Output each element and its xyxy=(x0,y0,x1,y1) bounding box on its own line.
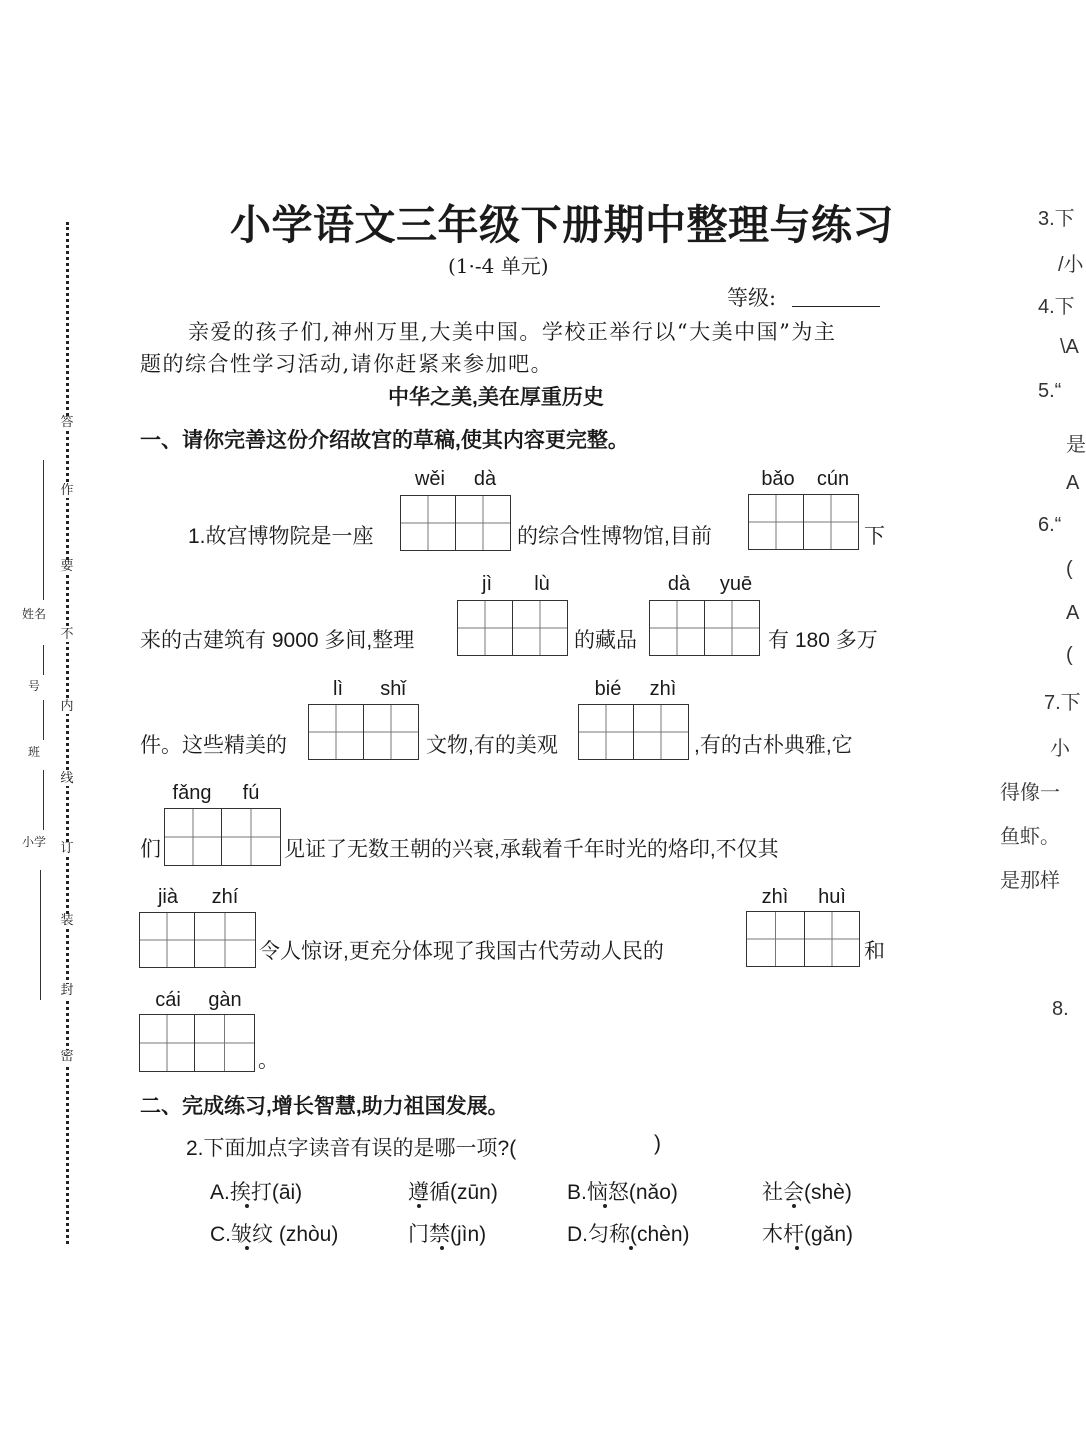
pinyin-gan: gàn xyxy=(208,989,242,1011)
q1-text-3a: 件。这些精美的 xyxy=(140,734,287,757)
part1-heading: 一、请你完善这份介绍故宫的草稿,使其内容更完整。 xyxy=(140,429,629,452)
q1-text-1b: 下 xyxy=(864,525,885,548)
grade-label: 等级: xyxy=(727,286,777,310)
fragment-line: A xyxy=(1066,472,1080,494)
pinyin-zhi2: zhí xyxy=(211,886,239,908)
q1-text-5b: 和 xyxy=(864,940,885,963)
fragment-line: 4.下 xyxy=(1038,296,1075,318)
pinyin-cun: cún xyxy=(816,468,850,490)
fragment-line: 7.下 xyxy=(1044,692,1081,714)
tianzige-jiazhi[interactable] xyxy=(139,912,254,968)
binding-word: 装 xyxy=(55,914,79,928)
binding-word: 作 xyxy=(55,484,79,498)
emphasis-dot xyxy=(417,1204,421,1208)
fragment-line: 是那样 xyxy=(1000,870,1060,892)
q1-text-4b: 见证了无数王朝的兴衰,承载着千年时光的烙印,不仅其 xyxy=(284,838,779,861)
part2-heading: 二、完成练习,增长智慧,助力祖国发展。 xyxy=(140,1095,509,1118)
tianzige-caigan[interactable] xyxy=(139,1014,253,1072)
binding-word: 密 xyxy=(55,1050,79,1064)
writing-cell[interactable] xyxy=(649,600,705,656)
q2-text: 2.下面加点字读音有误的是哪一项?( xyxy=(186,1137,517,1160)
writing-cell[interactable] xyxy=(221,808,281,866)
pinyin-jia: jià xyxy=(157,886,178,908)
number-blank-line xyxy=(43,645,44,675)
pinyin-da: dà xyxy=(473,468,497,490)
q1-text-3b: 文物,有的美观 xyxy=(426,734,558,757)
q1-text-2c: 有 180 多万 xyxy=(768,629,878,652)
binding-word: 答 xyxy=(55,416,79,430)
fragment-line: 6.“ xyxy=(1038,514,1062,536)
writing-cell[interactable] xyxy=(803,494,859,550)
binding-dotted-line xyxy=(66,222,69,1244)
q2-close: ) xyxy=(654,1132,661,1155)
option-a-2: 遵循(zūn) xyxy=(408,1181,498,1204)
class-label: 班 xyxy=(27,745,40,759)
emphasis-dot xyxy=(245,1204,249,1208)
next-page-fragment xyxy=(990,180,1086,1060)
q1-text-lead: 1.故宫博物院是一座 xyxy=(188,525,374,548)
binding-word: 封 xyxy=(55,984,79,998)
intro-line-2: 题的综合性学习活动,请你赶紧来参加吧。 xyxy=(140,352,554,376)
pinyin-shi: shǐ xyxy=(380,678,406,700)
option-b-2: 社会(shè) xyxy=(762,1181,852,1204)
writing-cell[interactable] xyxy=(139,912,195,968)
fragment-line: 是 xyxy=(1066,434,1086,456)
pinyin-yue: yuē xyxy=(719,573,753,595)
fragment-line: 8. xyxy=(1052,998,1069,1020)
writing-cell[interactable] xyxy=(400,495,456,551)
pinyin-zhi: zhì xyxy=(649,678,677,700)
q1-text-2a: 来的古建筑有 9000 多间,整理 xyxy=(140,629,415,652)
tianzige-fangfu[interactable] xyxy=(164,808,279,866)
page-title: 小学语文三年级下册期中整理与练习 xyxy=(230,201,894,249)
pinyin-cai: cái xyxy=(155,989,181,1011)
fragment-line: /小 xyxy=(1058,254,1084,276)
school-label: 小学 xyxy=(22,835,47,849)
pinyin-wei: wěi xyxy=(414,468,445,490)
writing-cell[interactable] xyxy=(457,600,513,656)
binding-word: 不 xyxy=(55,628,79,642)
writing-cell[interactable] xyxy=(748,494,804,550)
writing-cell[interactable] xyxy=(194,912,256,968)
tianzige-biezhi[interactable] xyxy=(578,704,687,760)
option-b-1[interactable]: B.恼怒(nǎo) xyxy=(567,1181,678,1204)
binding-word: 内 xyxy=(55,700,79,714)
writing-cell[interactable] xyxy=(308,704,364,760)
pinyin-fang: fǎng xyxy=(172,782,212,804)
q1-text-6: 。 xyxy=(258,1049,279,1072)
class-blank-line xyxy=(43,700,44,740)
q1-text-1: 的综合性博物馆,目前 xyxy=(517,525,712,548)
writing-cell[interactable] xyxy=(633,704,689,760)
pinyin-hui: huì xyxy=(818,886,846,908)
writing-cell[interactable] xyxy=(578,704,634,760)
pinyin-lu: lù xyxy=(534,573,550,595)
q2-answer-blank[interactable] xyxy=(600,1132,654,1158)
pinyin-li: lì xyxy=(333,678,343,700)
option-a-1[interactable]: A.挨打(āi) xyxy=(210,1181,303,1204)
pinyin-da2: dà xyxy=(667,573,691,595)
pinyin-bao: bǎo xyxy=(761,468,795,490)
fragment-line: 小 xyxy=(1050,738,1070,760)
name-blank-line xyxy=(43,460,44,600)
tianzige-dayue[interactable] xyxy=(649,600,758,656)
pinyin-ji: jì xyxy=(482,573,492,595)
fragment-line: \A xyxy=(1060,336,1079,358)
tianzige-lishi[interactable] xyxy=(308,704,417,760)
binding-word: 要 xyxy=(55,560,79,574)
fragment-line: A xyxy=(1066,602,1080,624)
fragment-line: ( xyxy=(1066,644,1073,666)
q1-text-5a: 令人惊讶,更充分体现了我国古代劳动人民的 xyxy=(259,940,664,963)
binding-word: 线 xyxy=(55,772,79,786)
option-c-1[interactable]: C.皱纹 (zhòu) xyxy=(210,1223,339,1246)
writing-cell[interactable] xyxy=(512,600,568,656)
tianzige-zhihui[interactable] xyxy=(746,911,858,967)
writing-cell[interactable] xyxy=(164,808,222,866)
writing-cell[interactable] xyxy=(363,704,419,760)
emphasis-dot xyxy=(245,1246,249,1250)
fragment-line: 鱼虾。 xyxy=(1000,826,1060,848)
section-heading: 中华之美,美在厚重历史 xyxy=(388,386,604,409)
q1-text-4a: 们 xyxy=(140,838,161,861)
name-label: 姓名 xyxy=(22,607,47,621)
option-d-1[interactable]: D.匀称(chèn) xyxy=(567,1223,690,1246)
pinyin-fu: fú xyxy=(242,782,260,804)
grade-input-line[interactable] xyxy=(792,306,880,307)
q1-text-2b: 的藏品 xyxy=(574,629,637,652)
writing-cell[interactable] xyxy=(746,911,805,967)
emphasis-dot xyxy=(603,1204,607,1208)
writing-cell[interactable] xyxy=(455,495,511,551)
tianzige-jilu[interactable] xyxy=(457,600,566,656)
number-label: 号 xyxy=(27,679,40,693)
pinyin-zhi3: zhì xyxy=(761,886,789,908)
fragment-line: 3.下 xyxy=(1038,208,1075,230)
school-blank-line-2 xyxy=(40,870,41,1000)
page-subtitle: (1·-4 单元) xyxy=(448,254,549,278)
binding-word: 订 xyxy=(55,842,79,856)
option-d-2: 木杆(gǎn) xyxy=(762,1223,854,1246)
writing-cell[interactable] xyxy=(704,600,760,656)
writing-cell[interactable] xyxy=(194,1014,255,1072)
option-c-2: 门禁(jìn) xyxy=(408,1223,487,1246)
emphasis-dot xyxy=(792,1204,796,1208)
fragment-line: 5.“ xyxy=(1038,380,1062,402)
tianzige-baocun[interactable] xyxy=(748,494,857,550)
emphasis-dot xyxy=(795,1246,799,1250)
writing-cell[interactable] xyxy=(804,911,860,967)
tianzige-weida[interactable] xyxy=(400,495,509,551)
q1-text-3c: ,有的古朴典雅,它 xyxy=(694,734,853,757)
fragment-line: ( xyxy=(1066,558,1073,580)
school-blank-line xyxy=(43,770,44,830)
fragment-line: 得像一 xyxy=(1000,782,1060,804)
pinyin-bie: bié xyxy=(594,678,622,700)
writing-cell[interactable] xyxy=(139,1014,195,1072)
emphasis-dot xyxy=(440,1246,444,1250)
intro-line-1: 亲爱的孩子们,神州万里,大美中国。学校正举行以“大美中国”为主 xyxy=(188,320,837,344)
emphasis-dot xyxy=(629,1246,633,1250)
